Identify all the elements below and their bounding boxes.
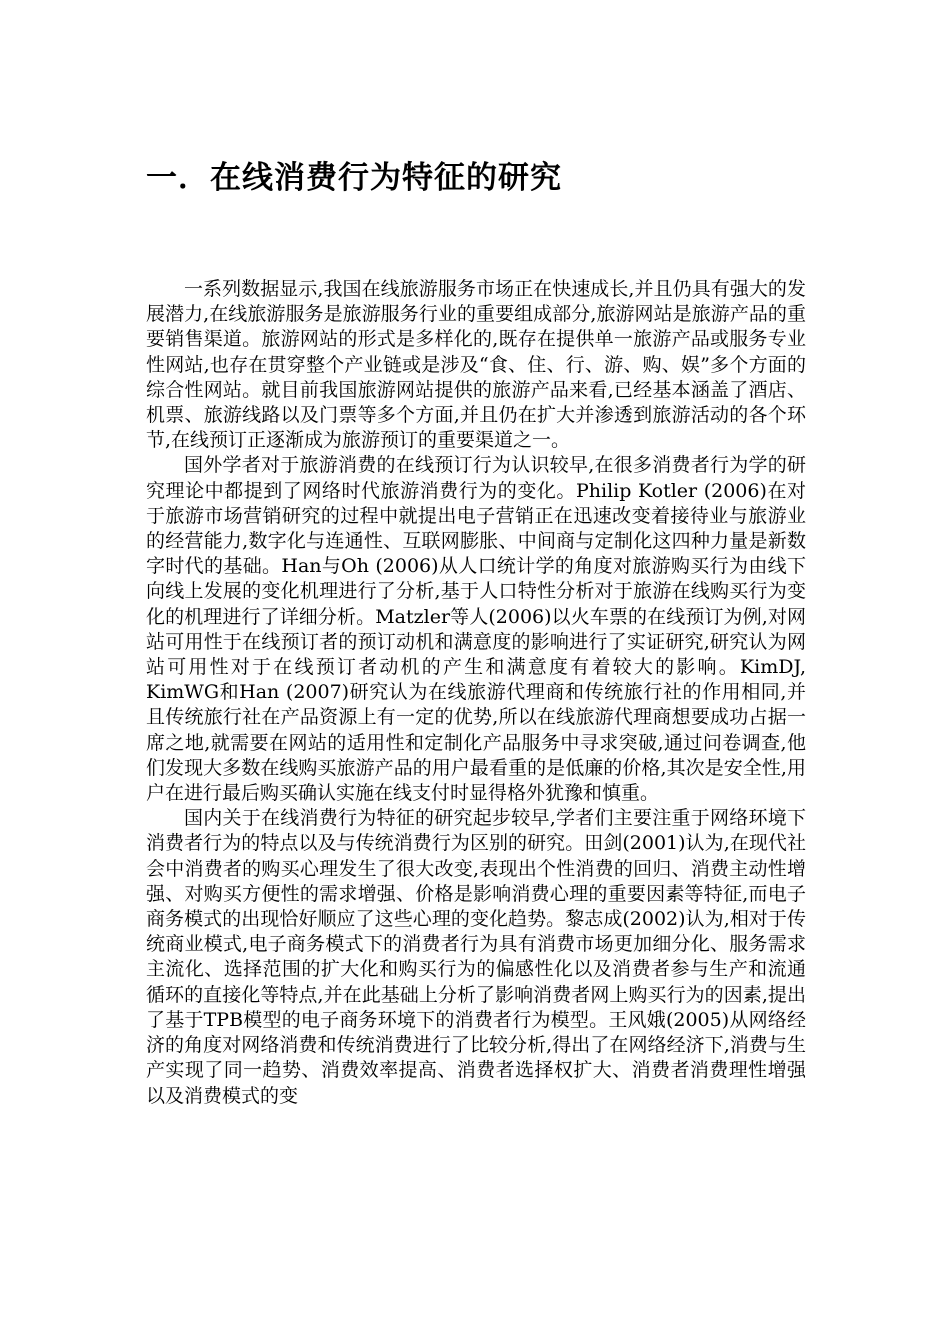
paragraph-online-tourism-market: 一系列数据显示,我国在线旅游服务市场正在快速成长,并且仍具有强大的发展潜力,在线旅游服务是旅游服务行业的重要组成部分,旅游网站是旅游产品的重要销售渠道。旅游网站的形式是多样化的,既存在提供单一旅游产品或服务专业性网站,也存在贯穿整个产业链或是涉及“食、住、行、游、购、娱”多个方面的综合性网站。就目前我国旅游网站提供的旅游产品来看,已经基本涵盖了酒店、机票、旅游线路以及门票等多个方面,并且仍在扩大并渗透到旅游活动的各个环节,在线预订正逐渐成为旅游预订的重要渠道之一。: [146, 278, 806, 452]
paragraph-domestic-research: 国内关于在线消费行为特征的研究起步较早,学者们主要注重于网络环境下消费者行为的特点以及与传统消费行为区别的研究。田剑(2001)认为,在现代社会中消费者的购买心理发生了很大改变,表现出个性消费的回归、消费主动性增强、对购买方便性的需求增强、价格是影响消费心理的重要因素等特征,而电子商务模式的出现恰好顺应了这些心理的变化趋势。黎志成(2002)认为,相对于传统商业模式,电子商务模式下的消费者行为具有消费市场更加细分化、服务需求主流化、选择范围的扩大化和购买行为的偏感性化以及消费者参与生产和流通循环的直接化等特点,并在此基础上分析了影响消费者网上购买行为的因素,提出了基于TPB模型的电子商务环境下的消费者行为模型。王风娥(2005)从网络经济的角度对网络消费和传统消费进行了比较分析,得出了在网络经济下,消费与生产实现了同一趋势、消费效率提高、消费者选择权扩大、消费者消费理性增强以及消费模式的变: [146, 807, 806, 1107]
section-title: 一．在线消费行为特征的研究: [146, 160, 562, 196]
body-text: [146, 277, 806, 1109]
paragraph-foreign-research: 国外学者对于旅游消费的在线预订行为认识较早,在很多消费者行为学的研究理论中都提到了网络时代旅游消费行为的变化。Philip Kotler (2006)在对于旅游市场营销研究的过程中就提出电子营销正在迅速改变着接待业与旅游业的经营能力,数字化与连通性、互联网膨胀、中间商与定制化这四种力量是新数字时代的基础。Han与Oh (2006)从人口统计学的角度对旅游购买行为由线下向线上发展的变化机理进行了分析,基于人口特性分析对于旅游在线购买行为变化的机理进行了详细分析。Matzler等人(2006)以火车票的在线预订为例,对网站可用性于在线预订者的预订动机和满意度的影响进行了实证研究,研究认为网站可用性对于在线预订者动机的产生和满意度有着较大的影响。KimDJ, KimWG和Han (2007)研究认为在线旅游代理商和传统旅行社的作用相同,并且传统旅行社在产品资源上有一定的优势,所以在线旅游代理商想要成功占据一席之地,就需要在网站的适用性和定制化产品服务中寻求突破,通过问卷调查,他们发现大多数在线购买旅游产品的用户最看重的是低廉的价格,其次是安全性,用户在进行最后购买确认实施在线支付时显得格外犹豫和慎重。: [146, 454, 806, 805]
